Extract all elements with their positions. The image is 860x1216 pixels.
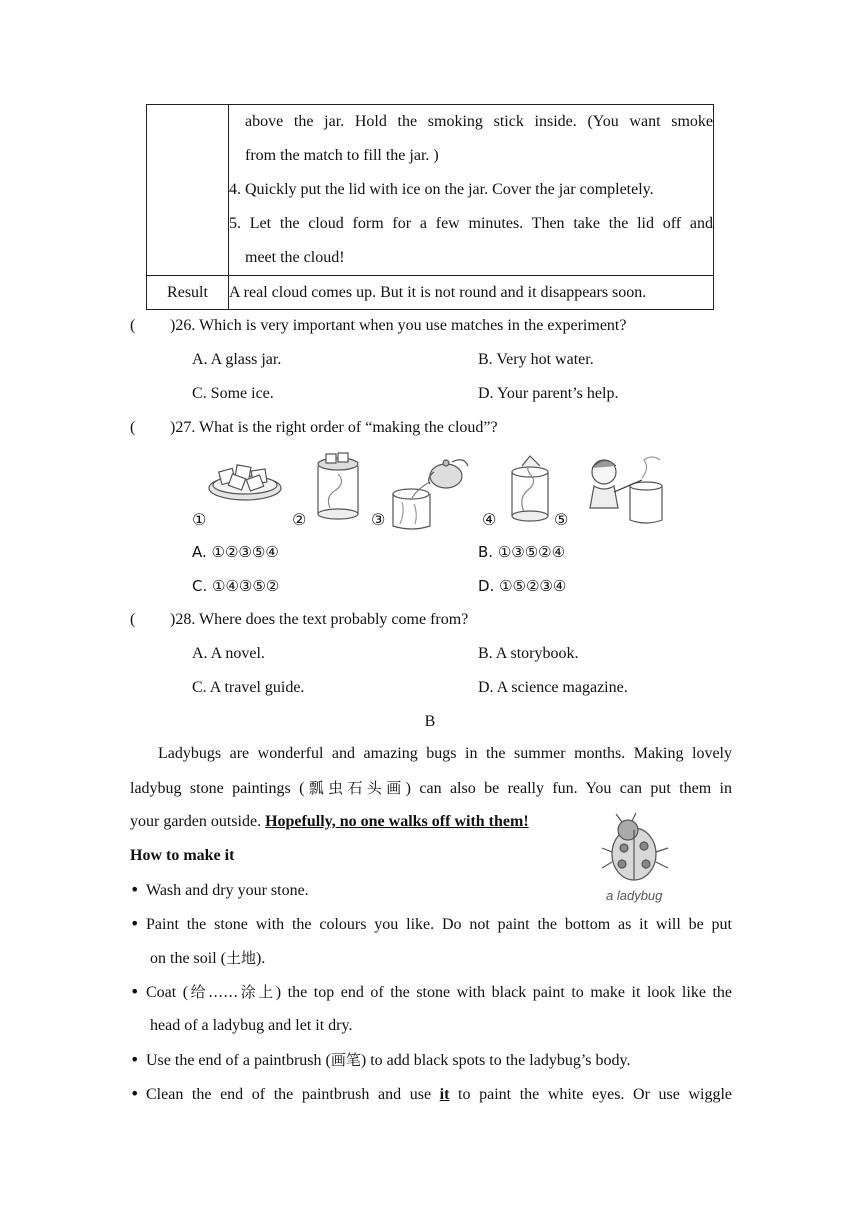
experiment-table: [146, 104, 714, 310]
question-text: 28. Where does the text probably come from?: [175, 611, 469, 628]
answer-blank[interactable]: (: [130, 419, 136, 436]
option-28d[interactable]: D. A science magazine.: [478, 679, 628, 696]
option-28b[interactable]: B. A storybook.: [478, 645, 579, 662]
kettle-pouring-icon: [393, 460, 468, 529]
picture-label-2: ②: [292, 510, 307, 529]
result-label: Result: [147, 276, 229, 310]
option-27d[interactable]: D. ①⑤②③④: [478, 577, 567, 595]
option-27a[interactable]: A. ①②③⑤④: [192, 543, 279, 561]
jar-smoke-icon: [512, 456, 548, 521]
experiment-pictures: [190, 452, 680, 534]
list-item: • Use the end of a paintbrush (画笔) to add black spots to the ladybug’s body.: [130, 1050, 631, 1069]
picture-label-1: ①: [192, 510, 207, 529]
list-item-continued: head of a ladybug and let it dry.: [150, 1017, 353, 1034]
step-line-3: 4. Quickly put the lid with ice on the jar. Cover the jar completely.: [229, 181, 654, 198]
question-28: ( )28. Where does the text probably come from?: [130, 608, 740, 632]
list-item: • Coat (给……涂上) the top end of the stone with black paint to make it look like the: [130, 982, 733, 1001]
answer-blank[interactable]: (: [130, 317, 136, 334]
intro-line-3: your garden outside. Hopefully, no one walks off with them!: [130, 813, 529, 830]
intro-line-1: Ladybugs are wonderful and amazing bugs in the summer months. Making lovely: [158, 745, 732, 762]
section-heading-b: B: [424, 713, 436, 730]
result-text: A real cloud comes up. But it is not round and it disappears soon.: [229, 276, 714, 310]
option-26b[interactable]: B. Very hot water.: [478, 351, 594, 368]
how-to-title: How to make it: [130, 847, 235, 864]
question-26: ( )26. Which is very important when you use matches in the experiment?: [130, 314, 740, 338]
ice-plate-icon: [209, 465, 281, 500]
list-item: • Paint the stone with the colours you like. Do not paint the bottom as it will be put: [130, 914, 732, 933]
ladybug-caption: a ladybug: [606, 888, 663, 903]
jar-ice-lid-icon: [318, 453, 358, 519]
picture-label-5: ⑤: [554, 510, 569, 529]
step-line-2: from the match to fill the jar. ): [245, 147, 439, 164]
option-26c[interactable]: C. Some ice.: [192, 385, 274, 402]
question-text: 26. Which is very important when you use matches in the experiment?: [175, 317, 627, 334]
list-item-continued: on the soil (土地).: [150, 949, 266, 967]
option-28c[interactable]: C. A travel guide.: [192, 679, 305, 696]
step-line-5: meet the cloud!: [245, 249, 345, 266]
steps-row: [147, 105, 714, 276]
intro-line-2: ladybug stone paintings (瓢虫石头画) can also be really fun. You can put them in: [130, 779, 732, 797]
option-26d[interactable]: D. Your parent’s help.: [478, 385, 619, 402]
list-item: • Clean the end of the paintbrush and use it to paint the white eyes. Or use wiggle: [130, 1084, 732, 1103]
answer-blank[interactable]: (: [130, 611, 136, 628]
picture-label-3: ③: [371, 510, 386, 529]
steps-cell: [229, 105, 714, 276]
step-list: [130, 873, 732, 1111]
list-item: • Wash and dry your stone.: [130, 880, 309, 899]
option-27b[interactable]: B. ①③⑤②④: [478, 543, 566, 561]
option-28a[interactable]: A. A novel.: [192, 645, 265, 662]
question-text: 27. What is the right order of “making the cloud”?: [175, 419, 498, 436]
question-27: ( )27. What is the right order of “making the cloud”?: [130, 416, 740, 440]
result-row: [147, 276, 714, 310]
step-line-4: 5. Let the cloud form for a few minutes. Then take the lid off and: [229, 215, 713, 232]
step-line-1: above the jar. Hold the smoking stick inside. (You want smoke: [245, 113, 713, 130]
picture-label-4: ④: [482, 510, 497, 529]
boy-with-match-icon: [590, 457, 662, 523]
steps-label-cell: [147, 105, 229, 276]
option-27c[interactable]: C. ①④③⑤②: [192, 577, 280, 595]
option-26a[interactable]: A. A glass jar.: [192, 351, 282, 368]
